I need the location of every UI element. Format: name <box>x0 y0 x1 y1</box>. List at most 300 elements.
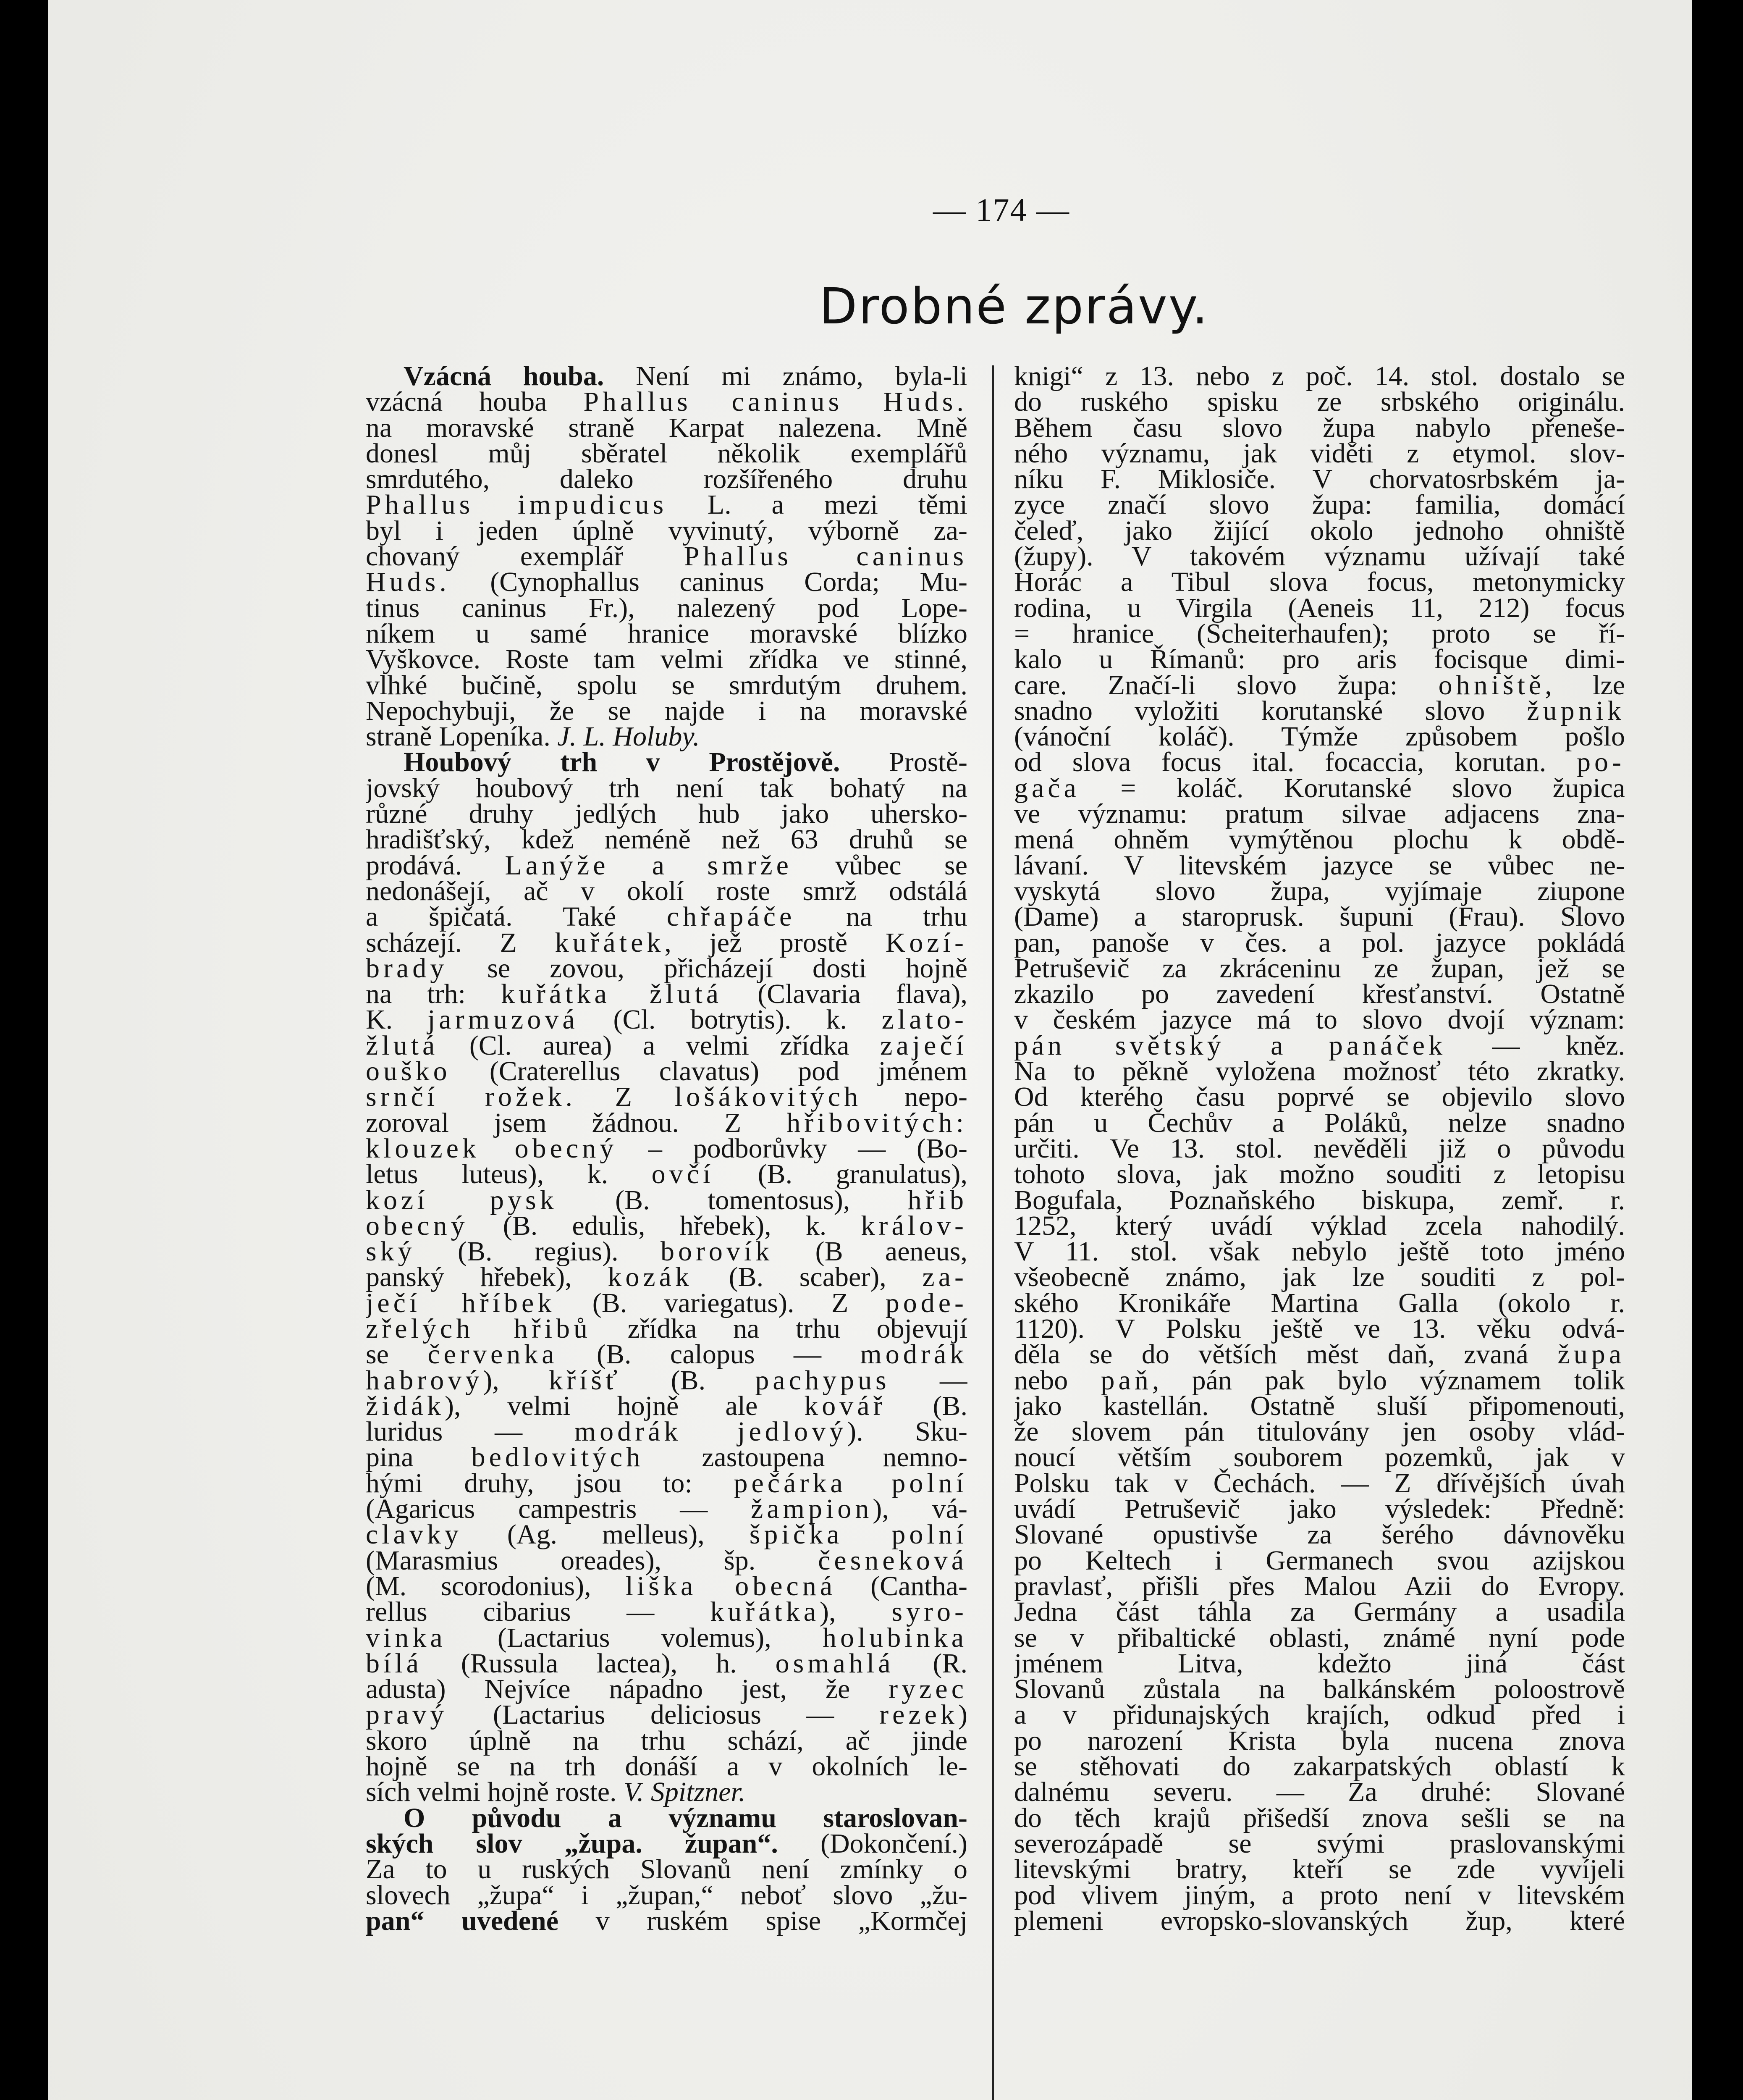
text-run: knigi“ z 13. nebo z poč. 14. stol. dostalo se <box>1014 363 1625 391</box>
text-line <box>366 927 967 958</box>
text-run: hřib <box>907 1184 967 1215</box>
text-line <box>366 1494 967 1525</box>
text-run: ), <box>820 1596 892 1628</box>
text-line <box>1014 1313 1625 1344</box>
text-line <box>366 386 967 417</box>
text-run: Huds. <box>366 567 450 598</box>
text-run: pan, panoše v čes. a pol. jazyce pokládá <box>1014 927 1625 958</box>
text-run: Phallus caninus <box>684 541 967 572</box>
text-run: – podborůvky — (Bo- <box>617 1133 967 1164</box>
text-run: ouško <box>366 1056 451 1087</box>
text-run: ), velmi hojně ale <box>444 1390 805 1421</box>
text-run: 1120). V Polsku ještě ve 13. věku odvá- <box>1014 1313 1625 1344</box>
text-line <box>1014 412 1625 443</box>
text-run: vyskytá slovo župa, vyjímaje ziupone <box>1014 875 1625 906</box>
text-run: Během času slovo župa nabylo přeneše- <box>1014 412 1625 443</box>
text-line <box>366 850 967 881</box>
text-run: (Russula lactea), h. <box>422 1648 776 1679</box>
text-run: srnčí rožek <box>366 1082 566 1113</box>
text-line <box>1014 979 1625 1010</box>
text-run: severozápadě se svými praslovanskými <box>1014 1828 1625 1859</box>
text-run: (M. scorodonius), <box>366 1570 626 1601</box>
text-run: Polsku tak v Čechách. — Z dřívějších úvah <box>1014 1467 1625 1499</box>
text-line <box>1014 1133 1625 1164</box>
text-run: (B. edulis, hřebek), k. <box>468 1210 861 1241</box>
text-run: habrový <box>366 1365 483 1396</box>
text-line <box>1014 1442 1625 1473</box>
text-run: uvedené <box>461 1905 559 1936</box>
text-line <box>1014 567 1625 598</box>
right-column <box>1014 363 1625 2100</box>
text-line <box>1014 1030 1625 1061</box>
text-run: scházejí. Z <box>366 927 555 958</box>
text-run: (vánoční koláč). Týmže způsobem pošlo <box>1014 721 1625 752</box>
text-line <box>366 567 967 598</box>
text-line <box>1014 1699 1625 1730</box>
text-run: česneková <box>818 1545 967 1576</box>
text-run: brady <box>366 953 448 984</box>
text-line <box>1014 1777 1625 1808</box>
text-run: červenka <box>427 1339 558 1370</box>
text-run: (B aeneus, <box>773 1236 967 1267</box>
text-run: (Cantha- <box>836 1570 967 1601</box>
text-line <box>366 1210 967 1241</box>
text-line <box>366 1056 967 1087</box>
text-run: letus luteus), k. <box>366 1159 652 1190</box>
text-run: lávaní. V litevském jazyce se vůbec ne- <box>1014 850 1625 881</box>
text-line <box>366 1648 967 1679</box>
text-line <box>1014 1854 1625 1885</box>
text-run: ských slov „župa. župan“. <box>366 1828 778 1859</box>
text-line <box>366 1674 967 1705</box>
text-line <box>1014 1751 1625 1782</box>
text-run: pečárka polní <box>734 1467 967 1499</box>
text-line <box>1014 1339 1625 1370</box>
text-run: (Dame) a staroprusk. šupuni (Frau). Slovo <box>1014 901 1625 932</box>
text-run: hojně se na trh donáší a v okolních le- <box>366 1751 967 1782</box>
text-run: Není mi známo, byla-li <box>604 363 967 391</box>
text-run: kříšť <box>549 1365 621 1396</box>
text-run: ského Kronikáře Martina Galla (okolo r. <box>1014 1287 1625 1318</box>
text-run: vinka <box>366 1622 446 1653</box>
text-run: (Dokončení.) <box>778 1828 967 1859</box>
text-line <box>366 592 967 623</box>
text-run: (B. variegatus). Z <box>555 1287 886 1318</box>
text-run: (Agaricus campestris — <box>366 1494 751 1525</box>
text-run: zkazilo po zavedení křesťanství. Ostatně <box>1014 979 1625 1010</box>
text-line <box>366 979 967 1010</box>
text-run: , lze <box>1545 669 1625 701</box>
text-run: a v přidunajských krajích, odkud před i <box>1014 1699 1625 1730</box>
text-run: do ruského spisku ze srbského originálu. <box>1014 386 1625 417</box>
text-run: 1252, který uvádí výklad zcela nahodilý. <box>1014 1210 1625 1241</box>
text-run: zyce značí slovo župa: familia, domácí <box>1014 489 1625 520</box>
text-run: dalnému severu. — Za druhé: Slované <box>1014 1777 1625 1808</box>
text-line <box>366 412 967 443</box>
text-run: a <box>1224 1030 1329 1061</box>
text-run: modrák <box>860 1339 967 1370</box>
text-line <box>1014 489 1625 520</box>
text-line <box>1014 1467 1625 1499</box>
text-run: ohniště <box>1438 669 1545 701</box>
text-line <box>366 1777 967 1808</box>
text-run: noucí větším souborem pozemků, jak v <box>1014 1442 1625 1473</box>
text-line <box>1014 927 1625 958</box>
text-run: pán u Čechův a Poláků, nelze snadno <box>1014 1107 1625 1138</box>
text-run: nepo- <box>862 1082 967 1113</box>
text-line <box>1014 618 1625 649</box>
text-run: — kněz. <box>1446 1030 1625 1061</box>
text-line <box>366 953 967 984</box>
text-line <box>366 1519 967 1550</box>
text-run: chřapáče <box>666 901 796 932</box>
text-line <box>366 1030 967 1061</box>
text-run: Horác a Tibul slova focus, metonymicky <box>1014 567 1625 598</box>
text-line <box>1014 901 1625 932</box>
text-run: (B. <box>886 1390 967 1421</box>
text-run: zoroval jsem žádnou. Z <box>366 1107 787 1138</box>
text-line <box>1014 1802 1625 1833</box>
text-line <box>366 1004 967 1035</box>
text-run: (Craterellus clavatus) pod jménem <box>451 1056 967 1087</box>
text-line <box>366 1107 967 1138</box>
text-run: Prostě- <box>840 747 967 778</box>
text-run: Slovanů zůstala na balkánském poloostrově <box>1014 1674 1625 1705</box>
text-run: hými druhy, jsou to: <box>366 1467 734 1499</box>
text-run: luridus — <box>366 1416 574 1447</box>
text-run: kuřátka <box>710 1596 820 1628</box>
text-run: = hranice (Scheiterhaufen); proto se ří- <box>1014 618 1625 649</box>
text-line <box>366 438 967 469</box>
text-run: kuřátek <box>555 927 665 958</box>
text-line <box>1014 1365 1625 1396</box>
text-run: bedlovitých <box>471 1442 644 1473</box>
text-line <box>366 1159 967 1190</box>
text-line <box>1014 1390 1625 1421</box>
text-run: se zovou, přicházejí dosti hojně <box>448 953 967 984</box>
text-run: pina <box>366 1442 472 1473</box>
text-run: na trh: <box>366 979 501 1010</box>
text-run: že slovem pán titulovány jen osoby vlád- <box>1014 1416 1625 1447</box>
text-run: Jedna část táhla za Germány a usadila <box>1014 1596 1625 1628</box>
text-line <box>366 824 967 855</box>
text-line <box>1014 515 1625 546</box>
text-run: , jež prostě <box>664 927 886 958</box>
text-run: modrák jedlový <box>574 1416 847 1447</box>
text-run: všeobecně známo, jak lze souditi z pol- <box>1014 1262 1625 1293</box>
text-run: pachypus <box>755 1365 890 1396</box>
text-run: ovčí <box>651 1159 715 1190</box>
text-run: se <box>366 1339 428 1370</box>
text-run: zřídka na trhu objevují <box>591 1313 967 1344</box>
text-run: slovech „župa“ i „župan,“ neboť slovo „žu- <box>366 1880 967 1911</box>
text-run: smrže <box>707 850 792 881</box>
text-run: holubinka <box>823 1622 967 1653</box>
text-run: smrdutého, daleko rozšířeného druhu <box>366 464 967 495</box>
text-run: (župy). V takovém významu užívají také <box>1014 541 1625 572</box>
text-run: pan“ <box>366 1905 425 1936</box>
text-run: rellus cibarius — <box>366 1596 710 1628</box>
text-line <box>1014 1570 1625 1601</box>
text-line <box>366 901 967 932</box>
text-run: ) <box>958 1699 967 1730</box>
text-run <box>424 1906 461 1936</box>
text-run: hřibovitých: <box>786 1107 967 1138</box>
text-run: po Keltech i Germanech svou azijskou <box>1014 1545 1625 1576</box>
text-run: liška obecná <box>625 1570 836 1601</box>
text-run: (B. tomentosus), <box>557 1184 908 1215</box>
text-line <box>1014 1082 1625 1113</box>
text-run: ve významu: pratum silvae adjacens zna- <box>1014 798 1625 830</box>
text-run: pod vlivem jiným, a proto není v litevském <box>1014 1880 1625 1911</box>
text-run: V 11. stol. však nebylo ještě toto jméno <box>1014 1236 1625 1267</box>
text-line <box>366 1905 967 1936</box>
text-run: vlhké bučině, spolu se smrdutým druhem. <box>366 669 967 701</box>
text-run: straně Lopeníka. <box>366 721 558 752</box>
text-run: zastoupena nemno- <box>644 1442 967 1473</box>
text-run: panáček <box>1329 1030 1447 1061</box>
text-line <box>366 1570 967 1601</box>
text-run: , pán pak bylo významem tolik <box>1152 1365 1625 1396</box>
text-run: paň <box>1101 1365 1152 1396</box>
text-run: zřelých hřibů <box>366 1313 592 1344</box>
text-run: V. Spitzner. <box>624 1777 746 1808</box>
text-line <box>366 541 967 572</box>
text-line <box>366 1236 967 1267</box>
text-run: care. Značí-li slovo župa: <box>1014 669 1439 701</box>
text-run: Houbový trh v Prostějově. <box>404 747 840 778</box>
text-line <box>1014 1416 1625 1447</box>
text-run: králov- <box>861 1210 967 1241</box>
text-run: gača <box>1014 772 1080 803</box>
text-line <box>366 1133 967 1164</box>
text-run: nedonášejí, ač v okolí roste smrž odstálá <box>366 875 967 906</box>
text-line <box>366 1442 967 1473</box>
text-line <box>366 1416 967 1447</box>
text-run: (Lactarius volemus), <box>446 1622 823 1653</box>
text-line <box>1014 1622 1625 1653</box>
text-run: (B. regius). <box>415 1236 661 1267</box>
text-line <box>1014 1159 1625 1190</box>
text-line <box>366 1725 967 1756</box>
text-run: (B. granulatus), <box>714 1159 967 1190</box>
text-line <box>366 1262 967 1293</box>
text-run: (B. calopus — <box>558 1339 860 1370</box>
text-run: jarmuzová <box>427 1004 579 1035</box>
text-run: ječí hříbek <box>366 1287 556 1318</box>
text-run: L. a mezi těmi <box>667 489 967 520</box>
text-line <box>366 644 967 675</box>
left-column <box>366 363 967 2100</box>
text-run: pravý <box>366 1699 448 1730</box>
text-run: pravlasť, přišli přes Malou Azii do Evropy. <box>1014 1570 1625 1601</box>
text-line <box>366 772 967 803</box>
text-run: ryzec <box>889 1674 967 1705</box>
text-line <box>1014 1596 1625 1628</box>
text-run: = koláč. Korutanské slovo župica <box>1080 772 1625 803</box>
text-run: J. L. Holuby. <box>557 721 700 752</box>
text-run: různé druhy jedlých hub jako uhersko- <box>366 798 967 830</box>
text-run: Na to pěkně vyložena možnosť této zkratky. <box>1014 1056 1625 1087</box>
text-run: Petruševič za zkráceninu ze župan, jež se <box>1014 953 1625 984</box>
text-line <box>1014 1545 1625 1576</box>
text-run: jménem Litva, kdežto jiná část <box>1014 1648 1625 1679</box>
text-line <box>366 515 967 546</box>
text-line <box>366 618 967 649</box>
text-run: prodává. <box>366 850 505 881</box>
text-line <box>1014 1236 1625 1267</box>
text-run: — <box>890 1365 967 1396</box>
text-run: kozák <box>608 1262 693 1293</box>
text-line <box>366 721 967 752</box>
text-run: od slova focus ital. focaccia, korutan. <box>1014 747 1577 778</box>
text-line <box>366 1622 967 1653</box>
text-run: kovář <box>804 1390 886 1421</box>
text-run: K. <box>366 1004 428 1035</box>
text-line <box>366 1545 967 1576</box>
text-line <box>366 1828 967 1859</box>
column-divider <box>992 365 994 2100</box>
text-run: po narození Krista byla nucena znova <box>1014 1725 1625 1756</box>
text-run: ). Sku- <box>847 1416 967 1447</box>
text-run: (Clavaria flava), <box>722 979 967 1010</box>
text-run: klouzek obecný <box>366 1133 618 1164</box>
text-run: sích velmi hojně roste. <box>366 1777 624 1808</box>
text-line <box>1014 953 1625 984</box>
text-run: nebo <box>1014 1365 1101 1396</box>
text-line <box>1014 1905 1625 1936</box>
text-run: a <box>609 850 708 881</box>
text-run: Slované opustivše za šerého dávnověku <box>1014 1519 1625 1550</box>
text-line <box>366 363 967 389</box>
text-run: osmahlá <box>775 1648 894 1679</box>
text-run: kalo u Římanů: pro aris focisque dimi- <box>1014 644 1625 675</box>
text-run: župa <box>1557 1339 1625 1370</box>
text-run: byl i jeden úplně vyvinutý, výborně za- <box>366 515 967 546</box>
text-run: hradišťský, kdež neméně než 63 druhů se <box>366 824 967 855</box>
text-run: (R. <box>894 1648 967 1679</box>
text-run: (Cl. aurea) a velmi zřídka <box>438 1030 881 1061</box>
text-line <box>1014 644 1625 675</box>
text-line <box>1014 721 1625 752</box>
text-run: žlutá <box>366 1030 439 1061</box>
text-run: pán světský <box>1014 1030 1225 1061</box>
text-run: Bogufala, Poznaňského biskupa, zemř. r. <box>1014 1184 1625 1215</box>
text-run: níkem u samé hranice moravské blízko <box>366 618 967 649</box>
text-line <box>366 747 967 778</box>
text-line <box>366 1880 967 1911</box>
text-run: donesl můj sběratel několik exemplářů <box>366 438 967 469</box>
text-line <box>366 1751 967 1782</box>
text-run: ného významu, jak viděti z etymol. slov- <box>1014 438 1625 469</box>
text-run: clavky <box>366 1519 462 1550</box>
text-run: (Lactarius deliciosus — <box>448 1699 880 1730</box>
text-run: (Ag. melleus), <box>462 1519 750 1550</box>
text-line <box>366 1854 967 1885</box>
text-run: lošákovitých <box>674 1082 862 1113</box>
text-line <box>1014 695 1625 726</box>
text-run: děla se do větších měst daň, zvaná <box>1014 1339 1558 1370</box>
text-line <box>366 1365 967 1396</box>
text-line <box>1014 1880 1625 1911</box>
text-run: kuřátka žlutá <box>501 979 723 1010</box>
text-line <box>1014 1674 1625 1705</box>
text-run: a špičatá. Také <box>366 901 667 932</box>
text-run: (B. scaber), <box>692 1262 923 1293</box>
text-line <box>1014 1056 1625 1087</box>
text-line <box>1014 386 1625 417</box>
text-run: zaječí <box>880 1030 967 1061</box>
text-line <box>1014 1725 1625 1756</box>
text-run: jako kastellán. Ostatně sluší připomenouti, <box>1014 1390 1625 1421</box>
text-run: panský hřebek), <box>366 1262 608 1293</box>
text-run: syro- <box>891 1596 967 1628</box>
text-run: župnik <box>1527 695 1625 726</box>
text-run: bílá <box>366 1648 422 1679</box>
text-run: (B. <box>621 1365 755 1396</box>
text-line <box>366 464 967 495</box>
text-line <box>1014 1184 1625 1215</box>
text-run: do těch krajů přišedší znova sešli se na <box>1014 1802 1625 1833</box>
text-line <box>1014 1519 1625 1550</box>
text-line <box>1014 438 1625 469</box>
text-line <box>1014 1107 1625 1138</box>
text-run: (Marasmius oreades), šp. <box>366 1545 818 1576</box>
text-run: v českém jazyce má to slovo dvojí význam: <box>1014 1004 1625 1035</box>
text-run: kozí pysk <box>366 1184 558 1215</box>
text-line <box>366 1699 967 1730</box>
text-run: vzácná houba <box>366 386 584 417</box>
text-run: borovík <box>660 1236 773 1267</box>
text-run: skoro úplně na trhu schází, ač jinde <box>366 1725 967 1756</box>
text-run: žampion <box>751 1494 873 1525</box>
text-line <box>1014 363 1625 389</box>
text-run: litevskými bratry, kteří se zde vyvíjeli <box>1014 1854 1625 1885</box>
page-number: — 174 — <box>933 192 1070 228</box>
text-line <box>1014 824 1625 855</box>
text-run: zlato- <box>881 1004 967 1035</box>
text-run: špička polní <box>749 1519 967 1550</box>
text-run: adusta) Nejvíce nápadno jest, že <box>366 1674 889 1705</box>
text-line <box>1014 592 1625 623</box>
text-run: v ruském spise „Kormčej <box>558 1905 967 1936</box>
section-title: Drobné zprávy. <box>819 277 1209 335</box>
text-line <box>366 1184 967 1215</box>
document-page <box>48 0 1692 2100</box>
text-run: Phallus caninus Huds. <box>583 386 967 417</box>
text-line <box>366 798 967 830</box>
text-run: tinus caninus Fr.), nalezený pod Lope- <box>366 592 967 623</box>
text-run: určiti. Ve 13. stol. nevěděli již o původu <box>1014 1133 1625 1164</box>
text-run: (Cl. botrytis). k. <box>578 1004 882 1035</box>
text-run: níku F. Miklosiče. V chorvatosrbském ja- <box>1014 464 1625 495</box>
text-line <box>366 1390 967 1421</box>
text-line <box>366 1802 967 1833</box>
text-run: rodina, u Virgila (Aeneis 11, 212) focus <box>1014 592 1625 623</box>
text-run: se stěhovati do zakarpatských oblastí k <box>1014 1751 1625 1782</box>
text-run: ), <box>483 1365 549 1396</box>
text-line <box>366 1082 967 1113</box>
text-run: tohoto slova, jak možno souditi z letopisu <box>1014 1159 1625 1190</box>
text-line <box>366 1287 967 1318</box>
text-run: O původu a významu staroslovan- <box>404 1802 967 1833</box>
text-line <box>1014 1287 1625 1318</box>
text-line <box>1014 464 1625 495</box>
text-line <box>1014 772 1625 803</box>
text-run: Vyškovce. Roste tam velmi zřídka ve stinné, <box>366 644 967 675</box>
text-run: za- <box>922 1262 967 1293</box>
text-run: plemeni evropsko-slovanských žup, které <box>1014 1905 1625 1936</box>
